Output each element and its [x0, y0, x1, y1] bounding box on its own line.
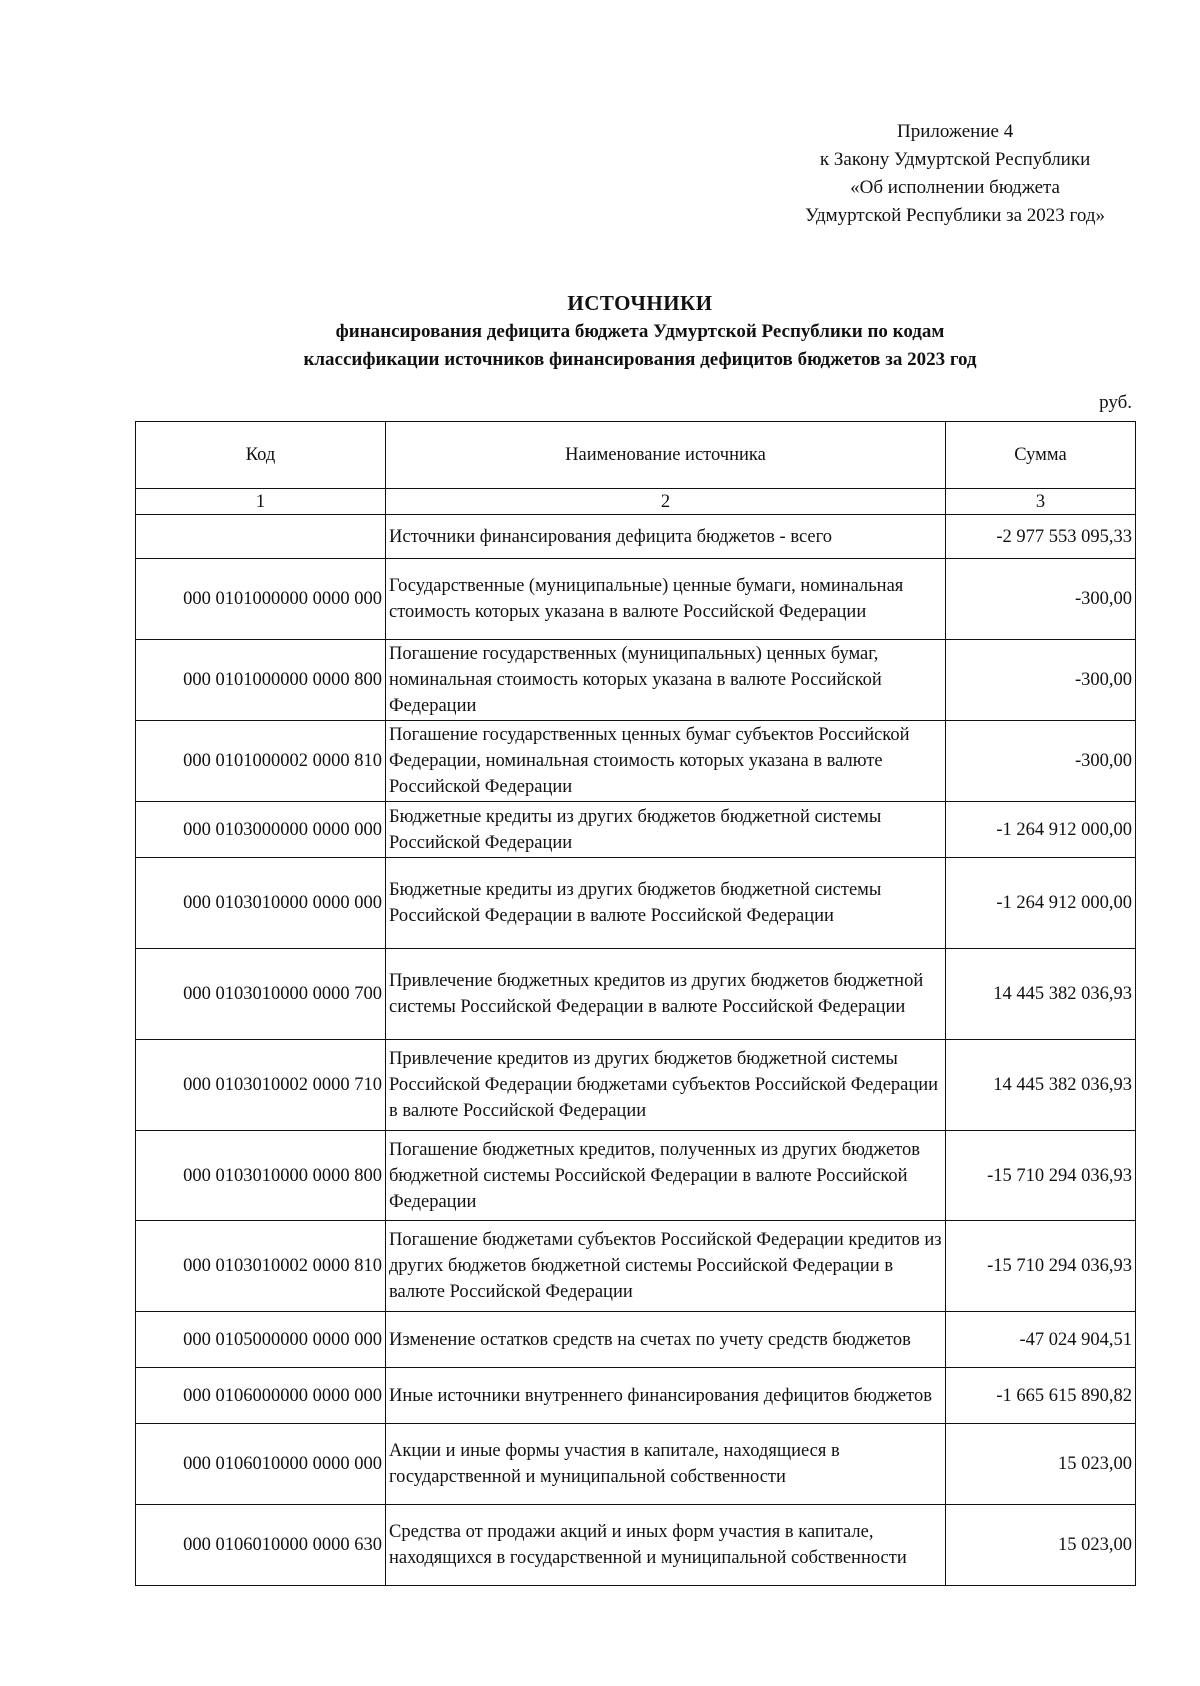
title-subtitle-line-2: классификации источников финансирования дефицитов бюджетов за 2023 год [303, 349, 977, 370]
table-header-row [136, 422, 1136, 489]
table-row [136, 1424, 1136, 1505]
row-code: 000 0103010000 0000 800 [136, 1131, 386, 1221]
table-row [136, 1131, 1136, 1221]
appendix-note [805, 118, 1105, 230]
row-sum: -300,00 [946, 721, 1136, 802]
row-sum: 14 445 382 036,93 [946, 1040, 1136, 1131]
table-row [136, 858, 1136, 949]
table-row [136, 1312, 1136, 1368]
table-row [136, 1505, 1136, 1586]
title-main: ИСТОЧНИКИ [567, 291, 713, 315]
row-code: 000 0103010002 0000 710 [136, 1040, 386, 1131]
units-label: руб. [1099, 392, 1132, 413]
row-sum: 15 023,00 [946, 1424, 1136, 1505]
row-name: Иные источники внутреннего финансирования дефицитов бюджетов [386, 1368, 946, 1424]
table-row [136, 1368, 1136, 1424]
row-sum: -300,00 [946, 640, 1136, 721]
row-name: Бюджетные кредиты из других бюджетов бюджетной системы Российской Федерации [386, 802, 946, 858]
row-code [136, 515, 386, 559]
table-row [136, 949, 1136, 1040]
row-sum: -15 710 294 036,93 [946, 1221, 1136, 1312]
row-sum: 14 445 382 036,93 [946, 949, 1136, 1040]
row-name: Источники финансирования дефицита бюджетов - всего [386, 515, 946, 559]
row-name: Привлечение бюджетных кредитов из других бюджетов бюджетной системы Российской Федерации в валюте Российской Федерации [386, 949, 946, 1040]
row-sum: -1 264 912 000,00 [946, 802, 1136, 858]
header-code: Код [136, 422, 386, 489]
table-row [136, 721, 1136, 802]
column-number-2: 2 [386, 489, 946, 515]
document-title [0, 288, 1200, 374]
row-name: Изменение остатков средств на счетах по учету средств бюджетов [386, 1312, 946, 1368]
column-number-3: 3 [946, 489, 1136, 515]
appendix-line-1: Приложение 4 [896, 121, 1014, 142]
row-sum: -47 024 904,51 [946, 1312, 1136, 1368]
appendix-line-2: к Закону Удмуртской Республики [819, 149, 1091, 170]
row-sum: -300,00 [946, 559, 1136, 640]
row-code: 000 0103010000 0000 700 [136, 949, 386, 1040]
table-row [136, 515, 1136, 559]
appendix-line-3: «Об исполнении бюджета [850, 177, 1060, 198]
appendix-line-4: Удмуртской Республики за 2023 год» [805, 205, 1105, 226]
table-row [136, 1221, 1136, 1312]
row-sum: -15 710 294 036,93 [946, 1131, 1136, 1221]
row-code: 000 0105000000 0000 000 [136, 1312, 386, 1368]
header-name: Наименование источника [386, 422, 946, 489]
column-number-row [136, 489, 1136, 515]
table-row [136, 1040, 1136, 1131]
row-name: Погашение бюджетных кредитов, полученных из других бюджетов бюджетной системы Российской Федерации в валюте Российской Федерации [386, 1131, 946, 1221]
row-name: Средства от продажи акций и иных форм участия в капитале, находящихся в государственной и муниципальной собственности [386, 1505, 946, 1586]
row-code: 000 0106000000 0000 000 [136, 1368, 386, 1424]
row-name: Погашение государственных ценных бумаг субъектов Российской Федерации, номинальная стоимость которых указана в валюте Российской Федерации [386, 721, 946, 802]
row-code: 000 0103010000 0000 000 [136, 858, 386, 949]
table-row [136, 640, 1136, 721]
row-sum: 15 023,00 [946, 1505, 1136, 1586]
sources-table [135, 421, 1136, 1586]
row-sum: -1 264 912 000,00 [946, 858, 1136, 949]
row-code: 000 0103000000 0000 000 [136, 802, 386, 858]
row-name: Погашение государственных (муниципальных) ценных бумаг, номинальная стоимость которых указана в валюте Российской Федерации [386, 640, 946, 721]
row-code: 000 0101000000 0000 000 [136, 559, 386, 640]
row-name: Бюджетные кредиты из других бюджетов бюджетной системы Российской Федерации в валюте Российской Федерации [386, 858, 946, 949]
title-subtitle-line-1: финансирования дефицита бюджета Удмуртской Республики по кодам [335, 321, 945, 342]
row-name: Привлечение кредитов из других бюджетов бюджетной системы Российской Федерации бюджетами субъектов Российской Федерации в валюте Российской Федерации [386, 1040, 946, 1131]
table-row [136, 559, 1136, 640]
row-code: 000 0106010000 0000 630 [136, 1505, 386, 1586]
row-code: 000 0101000000 0000 800 [136, 640, 386, 721]
column-number-1: 1 [136, 489, 386, 515]
row-code: 000 0101000002 0000 810 [136, 721, 386, 802]
row-name: Акции и иные формы участия в капитале, находящиеся в государственной и муниципальной собственности [386, 1424, 946, 1505]
row-code: 000 0106010000 0000 000 [136, 1424, 386, 1505]
header-sum: Сумма [946, 422, 1136, 489]
row-name: Погашение бюджетами субъектов Российской Федерации кредитов из других бюджетов бюджетной системы Российской Федерации в валюте Российской Федерации [386, 1221, 946, 1312]
row-name: Государственные (муниципальные) ценные бумаги, номинальная стоимость которых указана в валюте Российской Федерации [386, 559, 946, 640]
row-sum: -1 665 615 890,82 [946, 1368, 1136, 1424]
table-row [136, 802, 1136, 858]
row-sum: -2 977 553 095,33 [946, 515, 1136, 559]
row-code: 000 0103010002 0000 810 [136, 1221, 386, 1312]
